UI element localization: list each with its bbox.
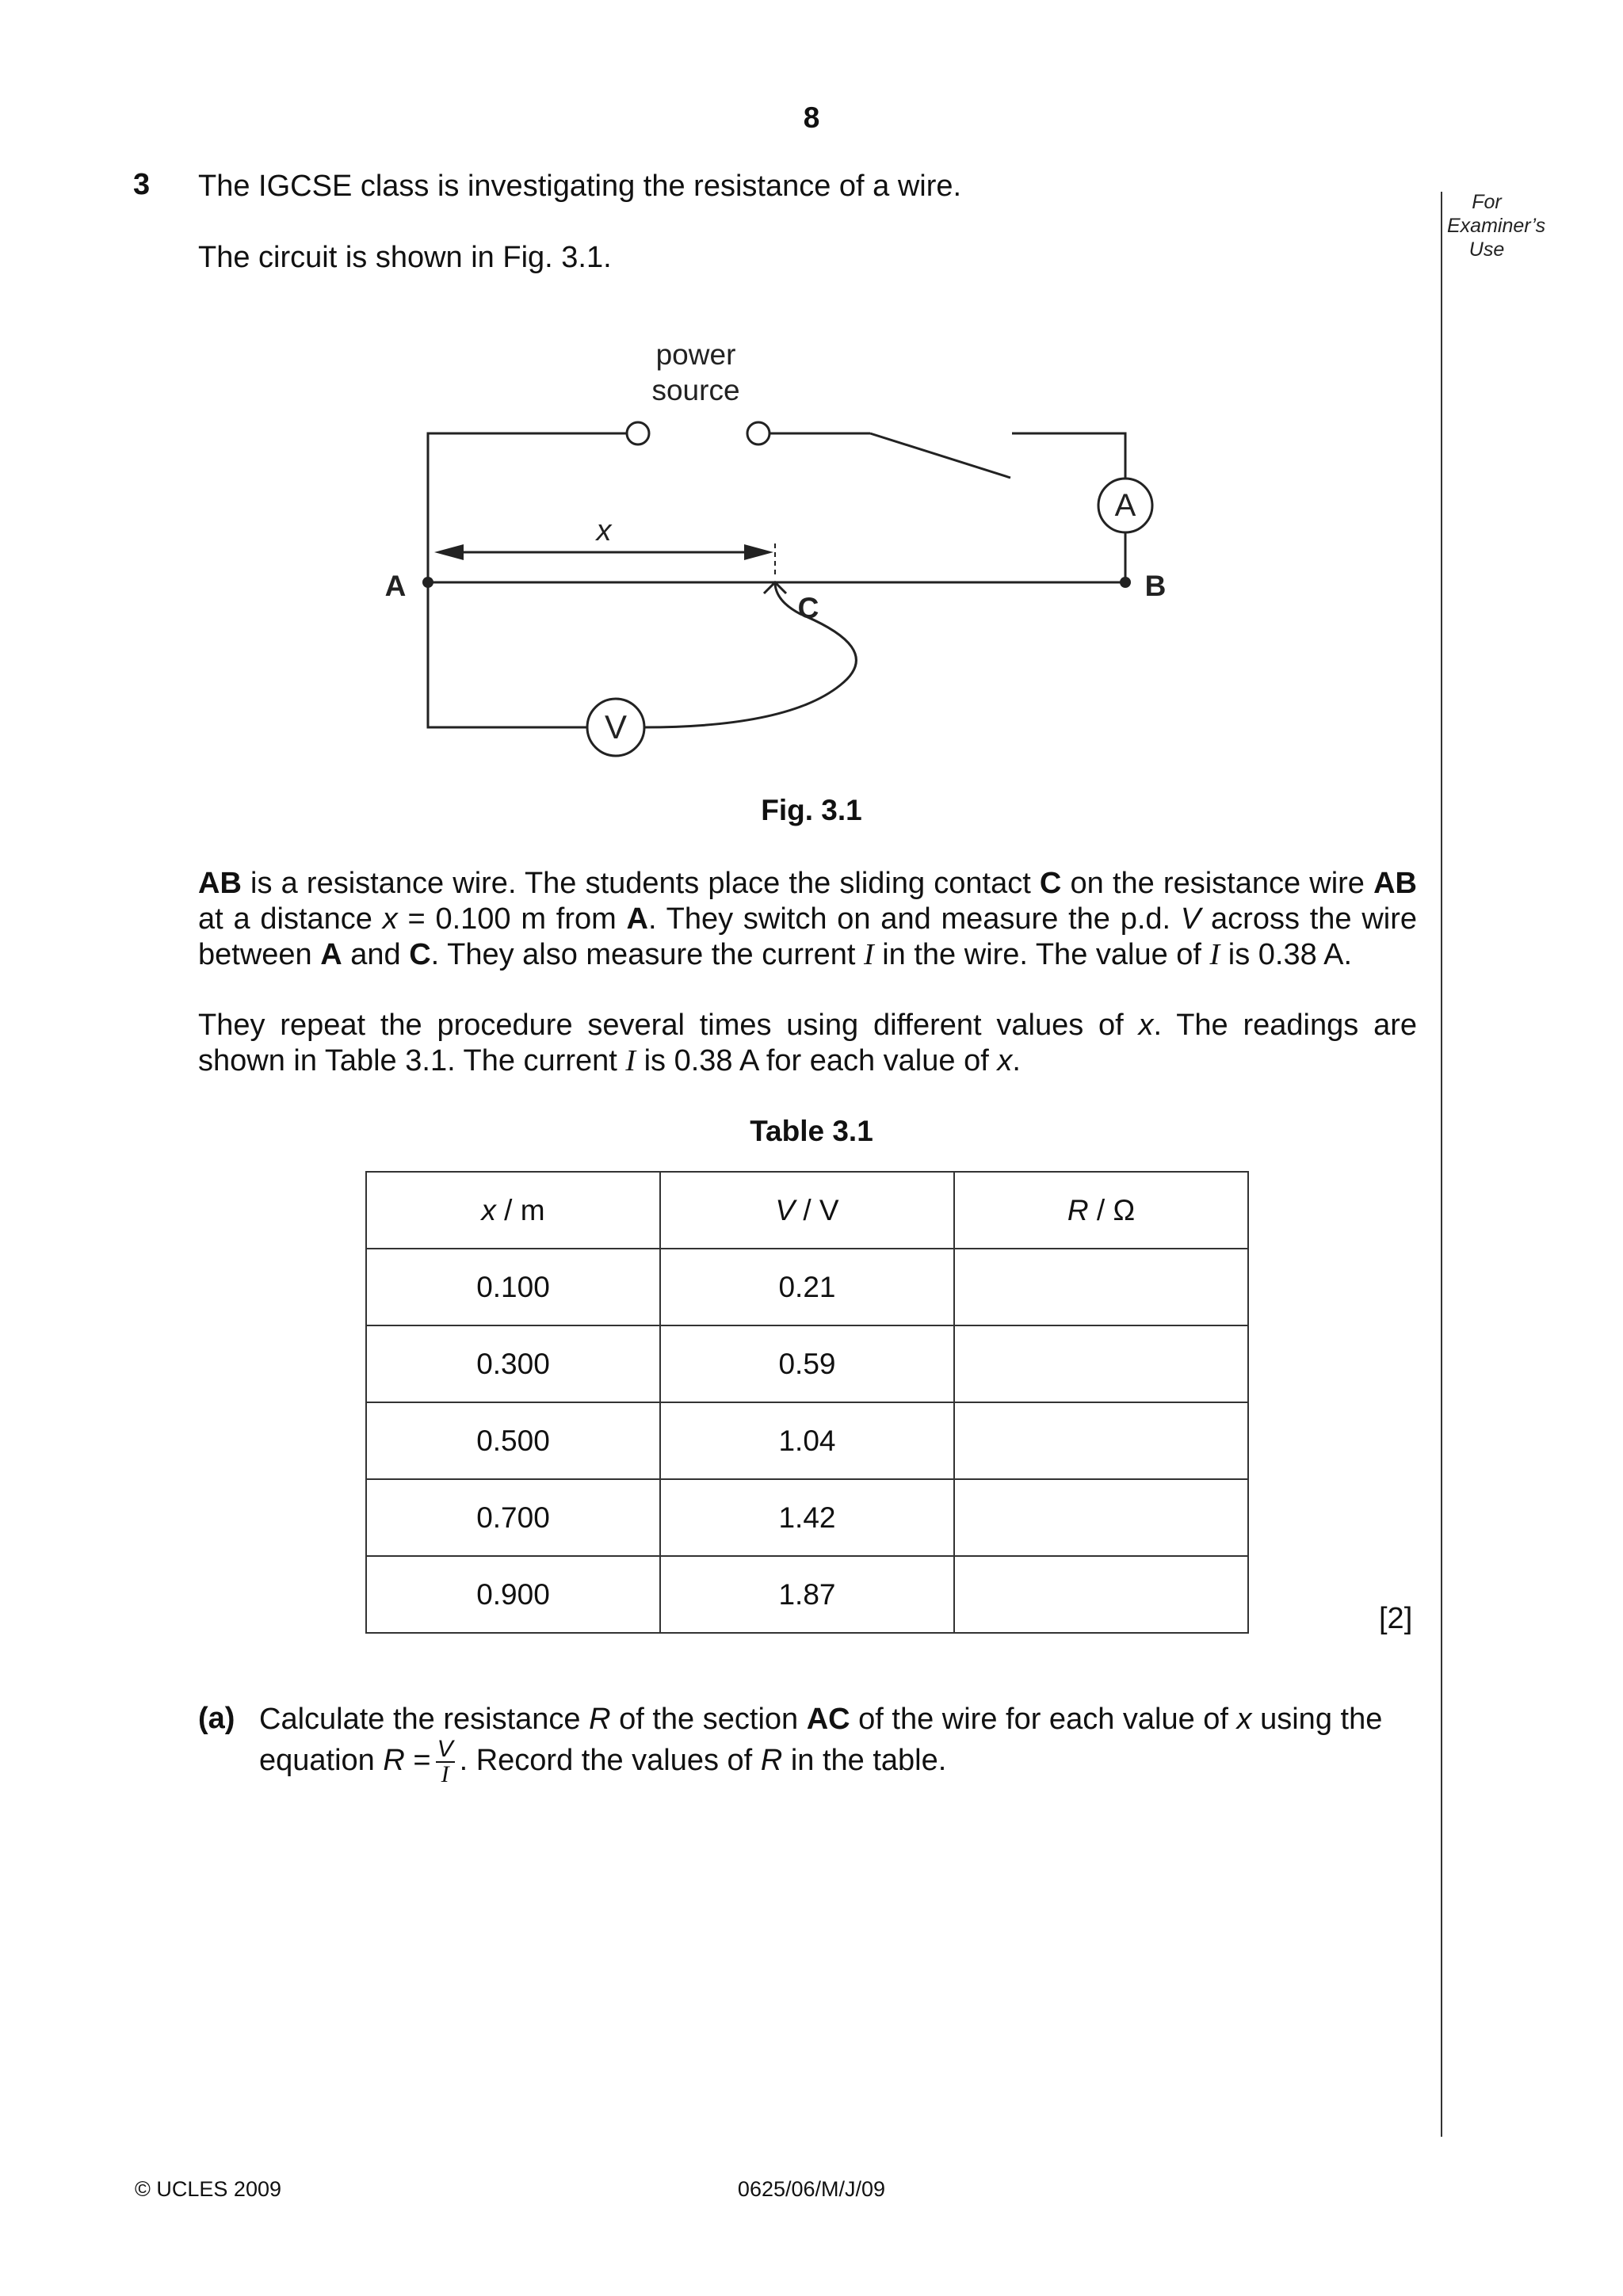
cell-r-answer[interactable] <box>954 1556 1248 1633</box>
table-row <box>366 1325 1248 1402</box>
pa-t11: R <box>760 1744 783 1778</box>
pa-t12: in the table. <box>782 1744 947 1778</box>
point-C-label: C <box>797 592 819 624</box>
cell-x: 0.900 <box>366 1556 660 1633</box>
p1-t7: x <box>382 902 398 936</box>
p2-t6: x <box>997 1044 1013 1077</box>
p1-t6: at a distance <box>198 902 383 936</box>
footer-code: 0625/06/M/J/09 <box>737 2177 886 2201</box>
p1-t1: AB <box>198 867 242 900</box>
distance-x-label: x <box>596 514 612 547</box>
p1-t12: across the wire between <box>198 902 1418 971</box>
cell-v: 0.59 <box>660 1325 954 1402</box>
p2-t4: I <box>625 1044 636 1077</box>
pa-t10: . Record the values of <box>459 1744 761 1778</box>
fraction-numerator: V <box>437 1736 453 1762</box>
header-r-unit: / Ω <box>1088 1193 1136 1226</box>
point-A-label: A <box>384 570 407 602</box>
table-header-row <box>366 1172 1248 1249</box>
question-number: 3 <box>133 168 151 201</box>
cell-r-answer[interactable] <box>954 1402 1248 1479</box>
cell-v: 1.87 <box>660 1556 954 1633</box>
circuit-diagram <box>0 0 1623 792</box>
point-B-label: B <box>1144 570 1167 602</box>
p1-t11: V <box>1180 902 1201 936</box>
header-x <box>366 1172 660 1249</box>
pa-t9: = <box>404 1744 431 1778</box>
p1-t15: C <box>409 938 431 971</box>
arrowhead-right <box>744 544 773 560</box>
p1-t17: I <box>864 938 874 971</box>
p1-t5: AB <box>1373 867 1417 900</box>
p1-t4: on the resistance wire <box>1061 867 1374 900</box>
ammeter-label: A <box>1114 488 1136 523</box>
fraction-denominator: I <box>441 1761 449 1787</box>
header-v <box>660 1172 954 1249</box>
header-r-symbol: R <box>1067 1193 1089 1226</box>
intro-line-1: The IGCSE class is investigating the resistance of a wire. <box>198 170 962 203</box>
header-x-unit: / m <box>495 1193 545 1226</box>
pa-t5: of the wire for each value of <box>850 1703 1237 1736</box>
pa-t1: Calculate the resistance <box>259 1703 590 1736</box>
cell-x: 0.300 <box>366 1325 660 1402</box>
p2-t3: . The readings are shown in Table 3.1. The current <box>198 1009 1417 1077</box>
pa-t4: AC <box>806 1703 850 1736</box>
examiner-line-1: For <box>1472 191 1502 213</box>
p1-t9: A <box>626 902 648 936</box>
power-source-label-2: source <box>651 374 740 406</box>
table-row <box>366 1249 1248 1325</box>
part-a-text <box>259 1702 1417 1787</box>
paragraph-1 <box>198 866 1417 973</box>
cell-r-answer[interactable] <box>954 1479 1248 1556</box>
sliding-contact-lead <box>644 582 856 727</box>
p1-t13: A <box>320 938 342 971</box>
part-a-label: (a) <box>198 1702 235 1735</box>
cell-v: 0.21 <box>660 1249 954 1325</box>
p1-t20: is 0.38 A. <box>1220 938 1353 971</box>
p2-t1: They repeat the procedure several times using different values of <box>198 1009 1139 1042</box>
cell-r-answer[interactable] <box>954 1249 1248 1325</box>
table-row <box>366 1479 1248 1556</box>
header-v-symbol: V <box>775 1193 796 1226</box>
table-row <box>366 1556 1248 1633</box>
p1-t10: . They switch on and measure the p.d. <box>648 902 1181 936</box>
examiner-line-3: Use <box>1468 238 1505 261</box>
cell-x: 0.500 <box>366 1402 660 1479</box>
header-r <box>954 1172 1248 1249</box>
top-right-wire <box>1012 433 1125 479</box>
header-v-unit: / V <box>795 1193 839 1226</box>
figure-caption: Fig. 3.1 <box>761 794 862 826</box>
power-terminal-left <box>627 422 649 444</box>
cell-x: 0.100 <box>366 1249 660 1325</box>
p1-t3: C <box>1039 867 1062 900</box>
examiner-line-2: Examiner’s <box>1447 215 1546 237</box>
table-title: Table 3.1 <box>750 1115 873 1147</box>
p1-t14: and <box>342 938 410 971</box>
p1-t18: in the wire. The value of <box>873 938 1210 971</box>
pa-t7: using the equation <box>259 1703 1383 1778</box>
pa-t8: R <box>383 1744 405 1778</box>
arrowhead-left <box>434 544 464 560</box>
p1-t8: = 0.100 m from <box>397 902 627 936</box>
power-source-label-1: power <box>655 338 736 371</box>
table-row <box>366 1402 1248 1479</box>
junction-dot-B <box>1120 577 1131 588</box>
junction-dot-A <box>422 577 433 588</box>
page-number: 8 <box>803 101 820 134</box>
cell-r-answer[interactable] <box>954 1325 1248 1402</box>
header-x-symbol: x <box>481 1193 496 1226</box>
intro-line-2: The circuit is shown in Fig. 3.1. <box>198 241 612 274</box>
pa-t2: R <box>589 1703 611 1736</box>
marks-allocation: [2] <box>1379 1602 1413 1635</box>
footer-copyright: © UCLES 2009 <box>135 2177 281 2201</box>
p2-t7: . <box>1012 1044 1021 1077</box>
p2-t2: x <box>1138 1009 1154 1042</box>
readings-table <box>365 1171 1249 1634</box>
cell-x: 0.700 <box>366 1479 660 1556</box>
p1-t2: is a resistance wire. The students place the sliding contact <box>241 867 1040 900</box>
p1-t19: I <box>1209 938 1220 971</box>
voltmeter-left-wire <box>428 582 587 727</box>
cell-v: 1.42 <box>660 1479 954 1556</box>
p1-t16: . They also measure the current <box>430 938 865 971</box>
pa-t6: x <box>1236 1703 1252 1736</box>
switch-lever <box>870 433 1010 478</box>
equation-fraction <box>436 1737 455 1787</box>
cell-v: 1.04 <box>660 1402 954 1479</box>
paragraph-2 <box>198 1008 1417 1079</box>
power-terminal-right <box>747 422 769 444</box>
p2-t5: is 0.38 A for each value of <box>636 1044 998 1077</box>
voltmeter-label: V <box>604 708 628 746</box>
pa-t3: of the section <box>610 1703 807 1736</box>
